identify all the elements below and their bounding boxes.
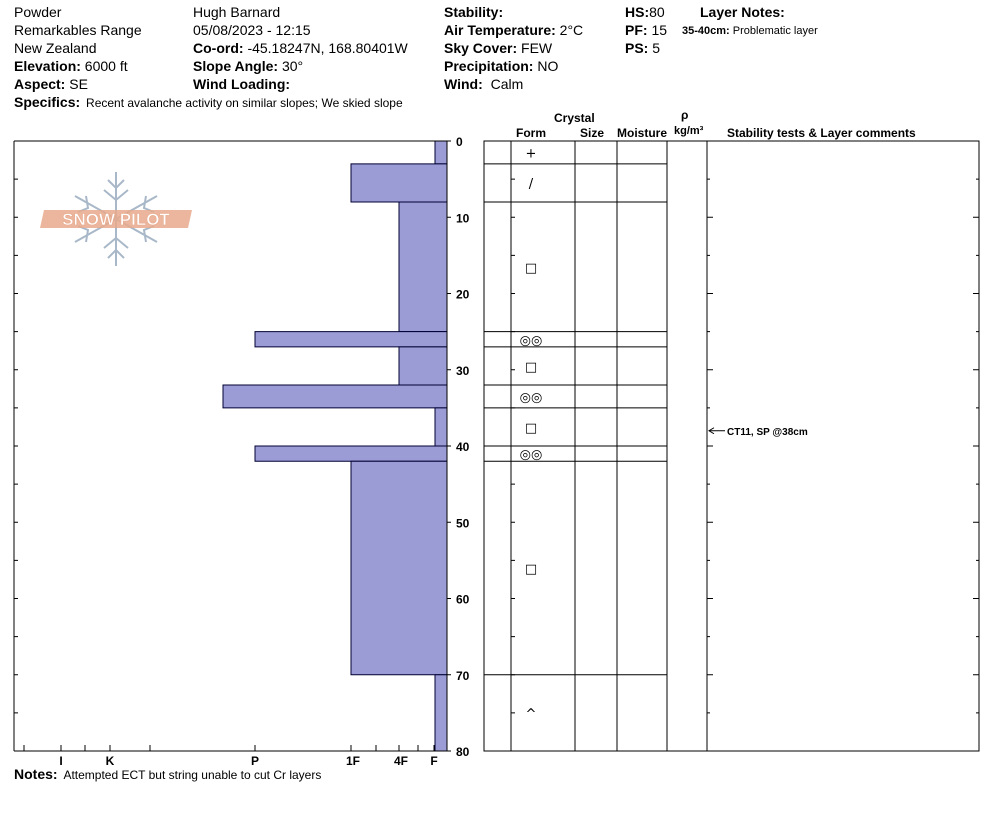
depth-label-40: 40 [456,440,470,454]
location-country: New Zealand [14,40,97,56]
logo-text: SNOW PILOT [62,210,170,229]
specifics-text: Recent avalanche activity on similar slopes; We skied slope [86,96,403,110]
hardness-label-I: I [59,754,63,768]
hs-label: HS: [625,4,650,20]
coord-label: Co-ord: [193,40,244,56]
crystal-form-1: / [528,176,534,192]
specifics-label: Specifics: [14,94,81,110]
hardness-label-1F: 1F [345,754,361,768]
hardness-label-P: P [250,754,260,768]
hardness-label-K: K [105,754,115,768]
crystal-form-6: □ [524,420,538,436]
aspect-label: Aspect: [14,76,66,92]
slope-label: Slope Angle: [193,58,279,74]
depth-label-20: 20 [456,287,470,302]
ps-label: PS: [625,40,649,56]
sky-value: FEW [521,40,553,56]
precip-value: NO [537,58,559,74]
crystal-form-7: ◎◎ [519,447,543,463]
location-type: Powder [14,4,62,20]
crystal-form-3: ◎◎ [519,333,543,349]
hardness-bar-2 [399,202,447,332]
layer-table [484,141,979,751]
hardness-bar-7 [255,446,447,461]
crystal-form-0: + [525,146,537,162]
depth-label-30: 30 [456,363,470,378]
rho-header: ρ [681,108,689,122]
notes-text: Attempted ECT but string unable to cut Cr layers [63,768,322,782]
form-header: Form [516,126,546,140]
hardness-bar-0 [435,141,447,164]
wind-value: Calm [490,76,524,92]
observer-name: Hugh Barnard [193,4,281,20]
layer-note-range: 35-40cm: [682,25,730,37]
stability-label: Stability: [444,4,504,20]
air-temp-value: 2°C [559,22,584,38]
hardness-panel [14,135,470,768]
depth-label-70: 70 [456,668,470,683]
crystal-form-9: ^ [525,706,537,722]
depth-label-80: 80 [456,745,470,759]
aspect-value: SE [69,76,88,92]
coord-value: -45.18247N, 168.80401W [247,40,408,56]
hardness-bar-4 [399,347,447,385]
notes-label: Notes: [14,766,58,782]
layer-note-text: Problematic layer [732,25,818,37]
elevation-value: 6000 ft [84,58,128,74]
depth-label-10: 10 [456,211,470,226]
depth-label-50: 50 [456,516,470,531]
hardness-label-4F: 4F [393,754,409,768]
slope-value: 30° [281,58,304,74]
crystal-form-5: ◎◎ [519,390,543,406]
hs-value: 80 [649,4,665,20]
ps-value: 5 [652,40,661,56]
wind-loading-label: Wind Loading: [193,76,291,92]
crystal-form-8: □ [524,562,538,577]
pf-value: 15 [651,22,668,38]
crystal-header: Crystal [554,111,595,125]
hardness-bar-8 [351,461,447,675]
hardness-label-F: F [430,754,438,768]
wind-label: Wind: [444,76,483,92]
hardness-bar-3 [255,332,447,347]
layer-notes-label: Layer Notes: [700,4,785,20]
stability-tests-header: Stability tests & Layer comments [727,126,916,140]
precip-label: Precipitation: [444,58,534,74]
crystal-form-2: □ [524,260,538,276]
hardness-bar-6 [435,408,447,446]
depth-label-0: 0 [456,135,463,149]
air-temp-label: Air Temperature: [444,22,556,38]
hardness-bar-5 [223,385,447,408]
size-header: Size [580,126,605,140]
depth-label-60: 60 [456,592,470,607]
elevation-label: Elevation: [14,58,81,74]
hardness-bar-1 [351,164,447,202]
observation-datetime: 05/08/2023 - 12:15 [193,22,311,38]
stability-test-label-0: CT11, SP @38cm [727,426,808,438]
hardness-bar-9 [435,675,447,751]
location-range: Remarkables Range [14,22,142,38]
moisture-header: Moisture [617,126,668,140]
density-unit-header: kg/m³ [674,125,704,137]
pf-label: PF: [625,22,648,38]
sky-label: Sky Cover: [444,40,518,56]
snowpilot-logo [40,172,192,266]
crystal-form-4: □ [524,359,538,375]
